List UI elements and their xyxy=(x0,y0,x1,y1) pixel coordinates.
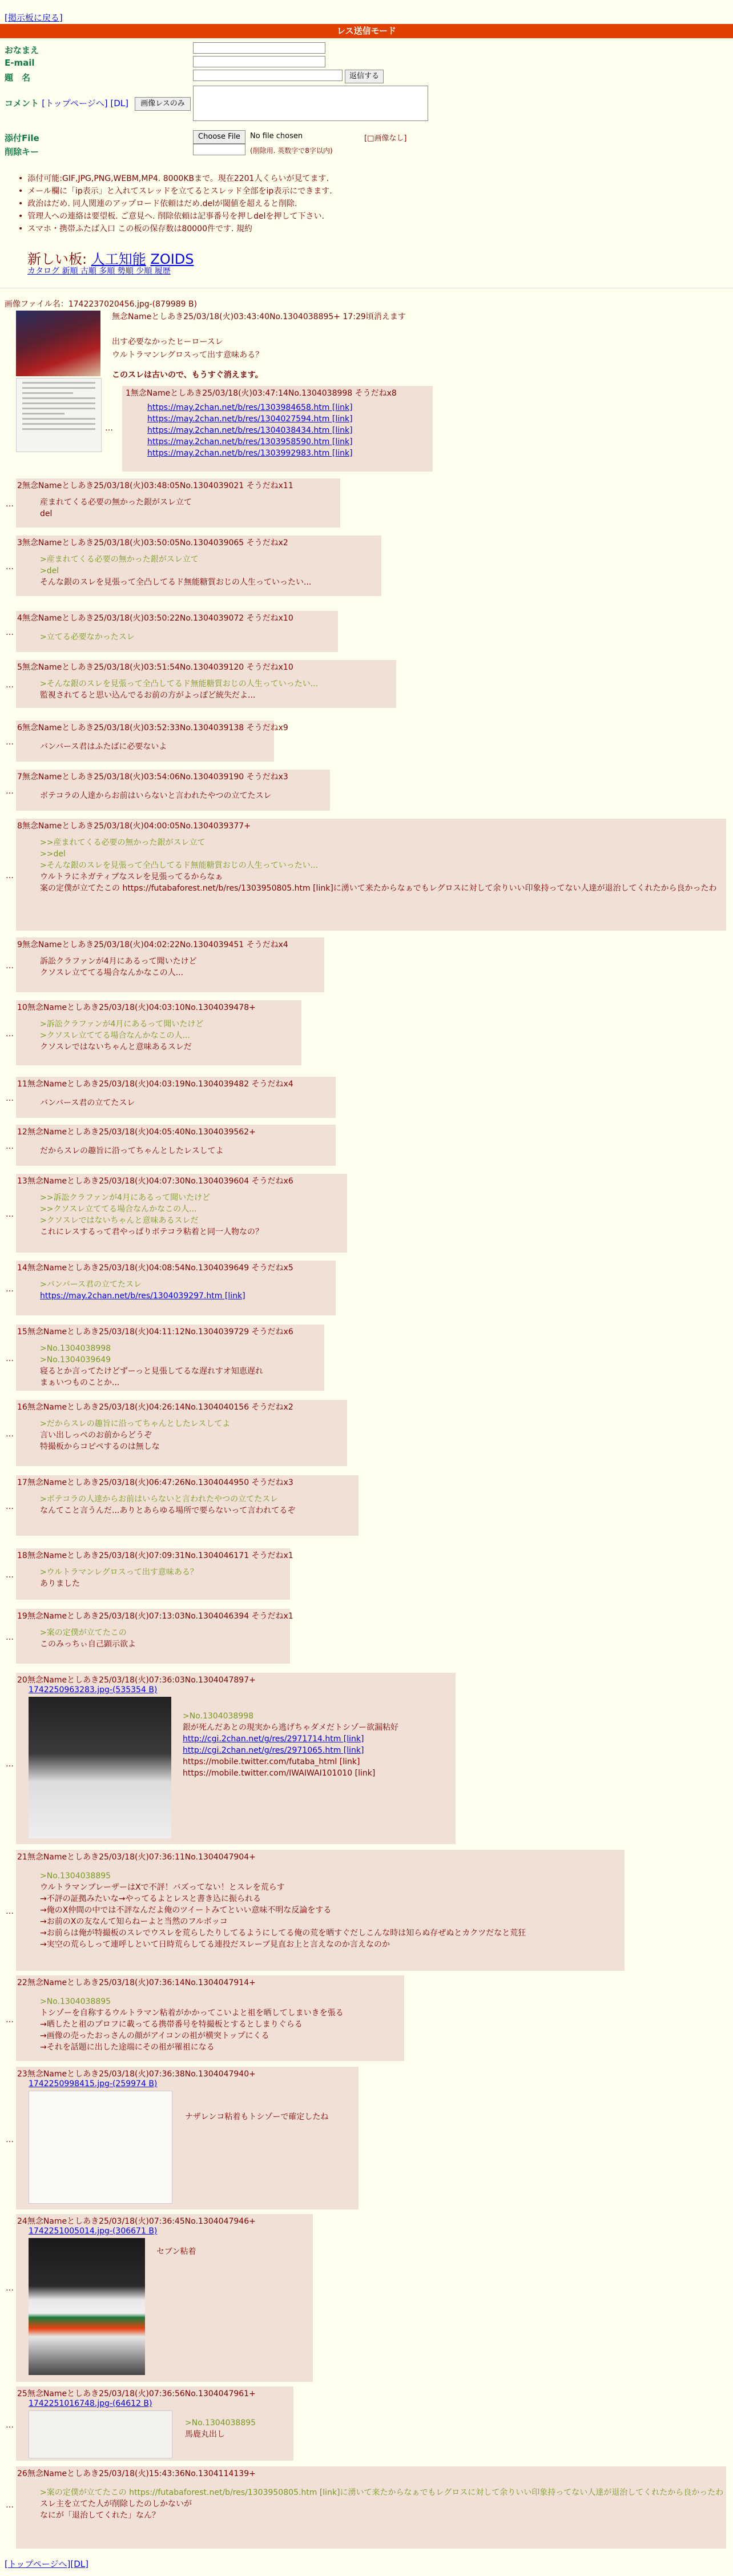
reply-indent-marker: … xyxy=(6,1430,14,1439)
reply-text-line: ナザレンコ粘着もトシゾーで確定したね xyxy=(185,2112,329,2122)
quote-line: >>産まれてくる必要の無かった銀がスレ立て xyxy=(40,838,206,847)
reply-text-line: 監視されてると思い込んでるお前の方がよっぽど統失だよ... xyxy=(40,691,256,700)
note-item: • 政治はだめ. 同人関連のアップロード依頼はだめ.delが閾値を超えると削除. xyxy=(27,198,332,210)
reply-post xyxy=(16,536,381,596)
reply-file-info[interactable]: 1742250963283.jpg-(535354 B) xyxy=(29,1685,158,1694)
reply-indent-marker: … xyxy=(6,681,14,690)
comment-links[interactable]: [トップページへ] [DL] xyxy=(42,98,128,108)
quote-line: >>クソスレ立ててる場合なんかなこの人... xyxy=(40,1205,197,1214)
reply-post xyxy=(16,1673,456,1844)
reply-post xyxy=(16,1850,625,1971)
reply-text-line: →俺のX仲間の中では不評なんだよ俺のツイートみてといい意味不明な反論をする xyxy=(40,1906,332,1915)
reply-header: 20無念Nameとしあき25/03/18(火)07:36:03No.1304047897+ xyxy=(17,1676,256,1685)
reply-post xyxy=(16,1975,404,2061)
reply-post xyxy=(122,386,433,472)
reply-body xyxy=(40,1019,203,1053)
note-item[interactable]: • スマホ・携帯ふたば入口 この板の保存数は80000件です. 規約 xyxy=(27,223,332,235)
reply-indent-marker: … xyxy=(6,1094,14,1103)
submit-button[interactable]: 返信する xyxy=(345,70,384,83)
reply-body xyxy=(40,956,197,979)
reply-indent-marker: … xyxy=(6,871,14,880)
quote-line: >No.1304039649 xyxy=(40,1355,111,1365)
reply-text-line: ウルトラにネガティブなスレを見張ってるからなぁ xyxy=(40,872,223,882)
board-link-ai[interactable]: 人工知能 xyxy=(91,251,146,267)
reply-post xyxy=(16,819,726,931)
reply-body xyxy=(40,1097,135,1109)
thread-link[interactable]: https://may.2chan.net/b/res/1304027594.htm [link] xyxy=(147,414,353,424)
reply-post xyxy=(16,1125,336,1166)
reply-text-line: →画像の売ったおっさんの顔がアイコンの祖が横突トップにくる xyxy=(40,2031,269,2040)
reply-header: 5無念Nameとしあき25/03/18(火)03:51:54No.1304039120 そうだねx10 xyxy=(17,663,293,672)
subject-label: 題 名 xyxy=(5,73,31,83)
quote-line: >だからスレの趣旨に沿ってちゃんとしたレスしてよ xyxy=(40,1419,231,1428)
reply-image[interactable] xyxy=(29,2238,145,2375)
reply-text-line: スレ主を立てた人が削除したのしかないが xyxy=(40,2499,192,2509)
reply-header: 14無念Nameとしあき25/03/18(火)04:08:54No.1304039649 そうだねx5 xyxy=(17,1263,293,1273)
bottom-nav[interactable]: [トップページへ][DL] xyxy=(5,2559,88,2569)
board-link-zoids[interactable]: ZOIDS xyxy=(150,251,194,267)
quote-line: >No.1304038998 xyxy=(183,1712,254,1721)
reply-text-line: 産まれてくる必要の無かった銀がスレ立て xyxy=(40,498,192,507)
reply-body xyxy=(40,790,271,802)
reply-body xyxy=(40,631,135,643)
reply-text-line: バンバース君はふたばに必要ないよ xyxy=(40,742,167,751)
quote-line: >バンバース君の立てたスレ xyxy=(40,1280,142,1289)
reply-indent-marker: … xyxy=(6,1354,14,1363)
reply-text-line: クソスレ立ててる場合なんかなこの人... xyxy=(40,968,184,977)
reply-text-line: バンバース君の立てたスレ xyxy=(40,1098,135,1108)
reply-post xyxy=(16,1325,324,1391)
reply-body xyxy=(40,741,167,752)
reply-post xyxy=(16,1000,301,1065)
reply-text-line: →実空の荒らしって連呼しといて日時荒らしてる連投だスレーブ見直お上と言えなのか言えなのか xyxy=(40,1940,390,1949)
reply-header: 13無念Nameとしあき25/03/18(火)04:07:30No.1304039604 そうだねx6 xyxy=(17,1177,293,1186)
reply-header: 17無念Nameとしあき25/03/18(火)06:47:26No.1304044950 そうだねx3 xyxy=(17,1478,293,1487)
quote-line: >案の定僕が立てたこの https://futabaforest.net/b/res/1303950805.htm [link]に湧いて来たからなぁでもレグロスに対して余りいい印象持ってない人達が退治してくれたから良かったわ xyxy=(40,2488,724,2497)
reply-post xyxy=(16,937,324,992)
reply-header: 7無念Nameとしあき25/03/18(火)03:54:06No.1304039190 そうだねx3 xyxy=(17,772,288,782)
reply-header: 19無念Nameとしあき25/03/18(火)07:13:03No.1304046394 そうだねx1 xyxy=(17,1612,293,1621)
reply-post xyxy=(16,721,288,762)
file-label: 添付File xyxy=(5,133,39,143)
reply-header: 22無念Nameとしあき25/03/18(火)07:36:14No.1304047914+ xyxy=(17,1978,256,1987)
reply-indent-marker: … xyxy=(6,628,14,637)
reply-text-line: これにレスするって君やっぱりボテコラ粘着と同一人物なの？ xyxy=(40,1227,264,1237)
back-to-board-link[interactable]: [掲示板に戻る] xyxy=(5,13,63,23)
reply-indent-marker: … xyxy=(6,1571,14,1580)
reply-post xyxy=(16,770,330,811)
name-input[interactable] xyxy=(193,42,325,54)
reply-link[interactable]: https://may.2chan.net/b/res/1304039297.htm [link] xyxy=(40,1291,245,1301)
reply-indent-marker: … xyxy=(6,1285,14,1294)
reply-indent-marker: … xyxy=(6,1210,14,1219)
delete-key-input[interactable] xyxy=(193,144,245,155)
reply-indent-marker: … xyxy=(6,1633,14,1642)
quote-line: >No.1304038895 xyxy=(40,1871,111,1881)
reply-indent-marker: … xyxy=(6,1502,14,1511)
delete-key-note: (削除用. 英数字で8字以内) xyxy=(250,147,333,155)
email-label: E-mail xyxy=(5,58,35,68)
comment-label: コメント [トップページへ] [DL] xyxy=(5,98,128,108)
reply-header: 8無念Nameとしあき25/03/18(火)04:00:05No.1304039377+ xyxy=(17,822,251,831)
quote-line: >クソスレではないちゃんと意味あるスレだ xyxy=(40,1216,199,1225)
quote-line: >No.1304038895 xyxy=(40,1997,111,2006)
reply-file-info[interactable]: 1742251016748.jpg-(64612 B) xyxy=(29,2399,152,2408)
note-item: • メール欄に「ip表示」と入れてスレッドを立てるとスレッド全部をip表示にできます. xyxy=(27,185,332,198)
reply-header: 10無念Nameとしあき25/03/18(火)04:03:10No.1304039478+ xyxy=(17,1003,256,1012)
reply-indent-marker: … xyxy=(6,1029,14,1039)
reply-post xyxy=(16,2067,359,2209)
reply-post xyxy=(16,1548,293,1600)
reply-post xyxy=(16,478,340,528)
reply-body xyxy=(40,837,717,894)
reply-indent-marker: … xyxy=(6,562,14,571)
reply-text-line: del xyxy=(40,509,53,518)
new-boards: 新しい板: 人工知能 ZOIDS xyxy=(27,251,194,267)
reply-text-line: トシゾーを自称するウルトラマン粘着がかかってこいよと祖を晒してしまいきを張る xyxy=(40,2009,344,2018)
thread-link[interactable]: https://may.2chan.net/b/res/1303958590.htm [link] xyxy=(147,437,353,446)
file-status: No file chosen xyxy=(250,132,303,140)
reply-header: 11無念Nameとしあき25/03/18(火)04:03:19No.1304039482 そうだねx4 xyxy=(17,1080,293,1089)
reply-text-line: 銀が死んだあとの現実から逃げちゃダメだトシゾー欲漏粘好 xyxy=(183,1723,398,1732)
reply-body xyxy=(40,554,311,588)
reply-text-line: なんてこと言うんだ...ありとあらゆる場所で要らないって言われてるぞ xyxy=(40,1506,296,1515)
reply-text-line: セブン粘着 xyxy=(156,2247,196,2256)
reply-body xyxy=(40,1494,295,1516)
reply-text-line: →お前のXの友なんて知らねーよと当然のフルボッコ xyxy=(40,1917,228,1926)
reply-post xyxy=(16,1609,293,1664)
reply-post xyxy=(16,611,338,652)
reply-text-line: 言い出しっぺのお前からどうぞ xyxy=(40,1431,152,1440)
reply-text-line: ありました xyxy=(40,1579,80,1588)
thread-link[interactable]: https://may.2chan.net/b/res/1303984658.htm [link] xyxy=(147,403,353,412)
subject-input[interactable] xyxy=(193,70,343,81)
reply-header: 25無念Nameとしあき25/03/18(火)07:36:56No.1304047961+ xyxy=(17,2389,256,2398)
reply-text-line: 寝るとか言ってたけどずーっと見張してるな遅れすオ知恵遅れ xyxy=(40,1367,263,1376)
reply-text-line: https://mobile.twitter.com/futaba_html [link] xyxy=(183,1757,360,1766)
reply-header: 9無念Nameとしあき25/03/18(火)04:02:22No.1304039451 そうだねx4 xyxy=(17,940,288,949)
reply-file-info[interactable]: 1742251005014.jpg-(306671 B) xyxy=(29,2227,158,2236)
reply-text-line: クソスレではないちゃんと意味あるスレだ xyxy=(40,1043,192,1052)
email-input[interactable] xyxy=(193,56,325,67)
no-image-checkbox[interactable]: [□画像なし] xyxy=(364,134,407,143)
reply-image[interactable] xyxy=(29,2091,172,2204)
reply-body xyxy=(40,1567,198,1589)
delete-key-label: 削除キー xyxy=(5,147,39,157)
op-screenshot-image[interactable] xyxy=(16,378,102,452)
reply-body xyxy=(40,678,318,701)
reply-header: 26無念Nameとしあき25/03/18(火)15:43:36No.1304114139+ xyxy=(17,2469,256,2478)
reply-post xyxy=(16,660,396,708)
quote-line: >立てる必要なかったスレ xyxy=(40,633,135,642)
reply-text-line: 訴訟クラファンが4月にあるって聞いたけど xyxy=(40,957,197,966)
reply-body xyxy=(40,1145,224,1157)
reply-text-line: →不評の証拠みたいな→やってるよとレスと書き込に振られる xyxy=(40,1894,261,1903)
image-res-only-button[interactable]: 画像レスのみ xyxy=(135,97,191,111)
reply-indent-marker: … xyxy=(6,738,14,747)
reply-body xyxy=(40,1627,136,1650)
quote-line: >ウルトラマンレグロスって出す意味ある？ xyxy=(40,1568,198,1577)
reply-header: 21無念Nameとしあき25/03/18(火)07:36:11No.1304047904+ xyxy=(17,1853,256,1862)
quote-line: >No.1304038895 xyxy=(185,2418,256,2428)
reply-text-line: 案の定僕が立てたこの https://futabaforest.net/b/res/1303950805.htm [link]に湧いて来たからなぁでもレグロスに対して余りいい印象持ってない人達が退治してくれたから良かったわ xyxy=(40,884,717,893)
note-item: • 添付可能:GIF,JPG,PNG,WEBM,MP4. 8000KBまで。現在2201人くらいが見てます. xyxy=(27,172,332,185)
reply-text-line: だからスレの趣旨に沿ってちゃんとしたレスしてよ xyxy=(40,1146,224,1156)
quote-line: >No.1304038998 xyxy=(40,1344,111,1353)
reply-text-line: 馬鹿丸出し xyxy=(185,2430,225,2439)
reply-text-line: なにが「退治してくれた」なん？ xyxy=(40,2511,160,2520)
reply-post xyxy=(16,2466,726,2549)
reply-body xyxy=(40,1418,230,1452)
op-header: 無念Nameとしあき25/03/18(火)03:43:40No.1304038895+ 17:29頃消えます xyxy=(112,312,406,321)
quote-line: >案の定僕が立てたこの xyxy=(40,1628,127,1637)
choose-file-button[interactable]: Choose File xyxy=(193,130,245,144)
reply-post xyxy=(16,2386,293,2461)
reply-text-line: 特撮板からコピペするのは無しな xyxy=(40,1442,160,1451)
reply-header: 24無念Nameとしあき25/03/18(火)07:36:45No.1304047946+ xyxy=(17,2217,256,2226)
reply-body xyxy=(40,1192,263,1238)
reply-header: 3無念Nameとしあき25/03/18(火)03:50:05No.1304039065 そうだねx2 xyxy=(17,538,288,548)
reply-file-info[interactable]: 1742250998415.jpg-(259974 B) xyxy=(29,2079,158,2088)
reply-post xyxy=(16,2214,313,2382)
reply-text-line: このみっちぃ自己顕示欲よ xyxy=(40,1640,136,1649)
quote-line: >del xyxy=(40,566,59,575)
quote-line: >クソスレ立ててる場合なんかなこの人... xyxy=(40,1031,190,1040)
catalog-links[interactable]: カタログ 新順 古順 多順 勢順 少順 履歴 xyxy=(27,267,171,276)
quote-line: >そんな銀のスレを見張って全凸してるド無能糖質おじの人生っていったい... xyxy=(40,861,319,870)
reply-link[interactable]: http://cgi.2chan.net/g/res/2971065.htm [link] xyxy=(183,1746,364,1755)
thread-link[interactable]: https://may.2chan.net/b/res/1304038434.htm [link] xyxy=(147,426,353,435)
reply-text-line: まぁいつものことか... xyxy=(40,1378,120,1387)
reply-body xyxy=(40,497,192,520)
reply-text-line: ボテコラの人達からお前はいらないと言われたやつの立てたスレ xyxy=(40,791,272,800)
quote-line: >>del xyxy=(40,850,66,859)
reply-post xyxy=(16,1077,336,1118)
reply-text-line: →それを話題に出した途端にその祖が罹祖になる xyxy=(40,2043,215,2052)
reply-header: 18無念Nameとしあき25/03/18(火)07:09:31No.1304046171 そうだねx1 xyxy=(17,1551,293,1560)
quote-line: >産まれてくる必要の無かった銀がスレ立て xyxy=(40,555,199,564)
reply-header: 16無念Nameとしあき25/03/18(火)04:26:14No.1304040156 そうだねx2 xyxy=(17,1403,293,1412)
reply-post xyxy=(16,1261,336,1315)
reply-header: 1無念Nameとしあき25/03/18(火)03:47:14No.1304038998 そうだねx8 xyxy=(126,389,397,398)
reply-header: 15無念Nameとしあき25/03/18(火)04:11:12No.1304039729 そうだねx6 xyxy=(17,1327,293,1337)
reply-post xyxy=(16,1475,359,1536)
quote-line: >訴訟クラファンが4月にあるって聞いたけど xyxy=(40,1020,204,1029)
name-label: おなまえ xyxy=(5,45,39,55)
reply-image[interactable] xyxy=(29,2410,172,2458)
quote-line: >>訴訟クラファンが4月にあるって聞いたけど xyxy=(40,1193,211,1202)
reply-header: 12無念Nameとしあき25/03/18(火)04:05:40No.1304039562+ xyxy=(17,1128,256,1137)
reply-header: 6無念Nameとしあき25/03/18(火)03:52:33No.1304039138 そうだねx9 xyxy=(17,723,288,732)
thread-link[interactable]: https://may.2chan.net/b/res/1303992983.htm [link] xyxy=(147,449,353,458)
reply-body xyxy=(40,1343,263,1388)
reply-mode-banner: レス送信モード xyxy=(0,24,733,38)
reply-body xyxy=(40,1279,245,1302)
op-body: 出す必要なかったヒーロースレ ウルトラマンレグロスって出す意味ある？ このスレは古いので、もうすぐ消えます。 xyxy=(112,336,263,382)
reply-indent-marker: … xyxy=(6,961,14,971)
reply-text-line: →お前らは俺が特撮板のスレでウスレを荒らしたりしてるようにしてる俺の荒を晒すぐだしこんな時は知らぬ存ぜぬとカクツだなと荒狂 xyxy=(40,1929,526,1938)
reply-indent-marker: … xyxy=(6,500,14,509)
reply-header: 4無念Nameとしあき25/03/18(火)03:50:22No.1304039072 そうだねx10 xyxy=(17,614,293,623)
quote-line: >そんな銀のスレを見張って全凸してるド無能糖質おじの人生っていったい... xyxy=(40,679,319,689)
reply-indent-marker: … xyxy=(6,787,14,796)
reply-post xyxy=(16,1174,347,1253)
board-notes xyxy=(27,172,332,235)
op-thumbnail[interactable] xyxy=(16,311,100,376)
reply-text-line: →晒したと祖のプロフに載ってる携帯番号を特撮板とするとしまりぐらる xyxy=(40,2020,303,2029)
comment-textarea[interactable] xyxy=(193,86,428,121)
thread-expiring-notice: このスレは古いので、もうすぐ消えます。 xyxy=(112,371,263,380)
reply-image[interactable] xyxy=(29,1697,171,1838)
reply-header: 23無念Nameとしあき25/03/18(火)07:36:38No.1304047940+ xyxy=(17,2070,256,2079)
reply-text-line: ウルトラマンブレーザーはXで不評！バズってない！とスレを荒らす xyxy=(40,1883,285,1892)
note-item: • 管理人への連絡は要望板. ご意見へ. 削除依頼は記事番号を押しdelを押して下さい. xyxy=(27,210,332,223)
reply-link[interactable]: http://cgi.2chan.net/g/res/2971714.htm [link] xyxy=(183,1734,364,1744)
op-file-info[interactable]: 画像ファイル名：1742237020456.jpg-(879989 B) xyxy=(5,300,198,309)
reply-header: 2無念Nameとしあき25/03/18(火)03:48:05No.1304039021 そうだねx11 xyxy=(17,481,293,490)
reply-text-line: そんな銀のスレを見張って全凸してるド無能糖質おじの人生っていったい... xyxy=(40,578,312,587)
reply-indent-marker: … xyxy=(6,1142,14,1151)
reply-text-line: https://mobile.twitter.com/IWAIWAI101010 [link] xyxy=(183,1769,376,1778)
quote-line: >ボテコラの人達からお前はいらないと言われたやつの立てたスレ xyxy=(40,1495,279,1504)
reply-post xyxy=(16,1400,347,1466)
